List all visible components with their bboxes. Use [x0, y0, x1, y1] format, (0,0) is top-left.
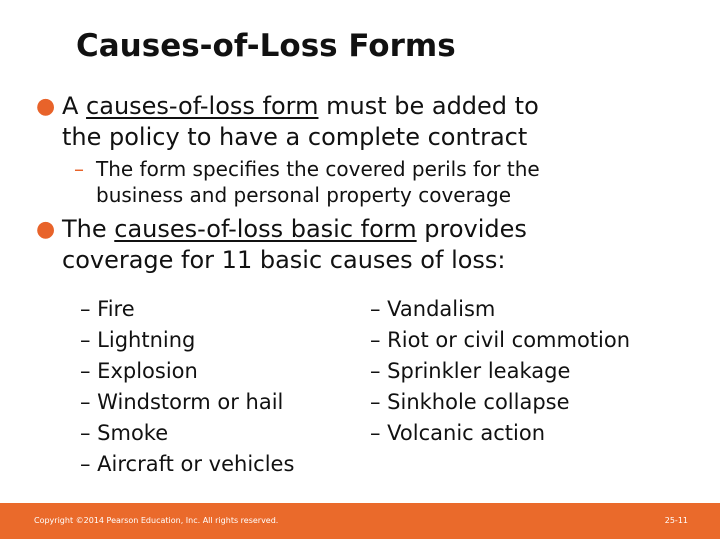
sub-bullet-1-line-1: The form specifies the covered perils for the — [96, 157, 540, 181]
bullet-2-line-1 — [62, 214, 527, 245]
cause-item: – Fire — [80, 297, 135, 321]
bullet-1-line-1 — [62, 91, 539, 122]
bullet-1-line-2: the policy to have a complete contract — [62, 123, 528, 151]
bullet-2-term: causes-of-loss basic form — [114, 215, 417, 243]
cause-item: – Aircraft or vehicles — [80, 452, 295, 476]
bullet-1-term: causes-of-loss form — [86, 92, 319, 120]
bullet-2 — [36, 214, 696, 276]
bullet-2-prefix: The — [62, 215, 115, 243]
sub-bullet-1 — [74, 156, 674, 208]
cause-item: – Sinkhole collapse — [370, 390, 570, 414]
bullet-1-suffix: must be added to — [318, 92, 539, 120]
sub-bullet-dash: – — [74, 157, 84, 181]
cause-item: – Lightning — [80, 328, 196, 352]
cause-item: – Windstorm or hail — [80, 390, 284, 414]
cause-item: – Explosion — [80, 359, 198, 383]
cause-item: – Vandalism — [370, 297, 496, 321]
copyright-text: Copyright ©2014 Pearson Education, Inc. All rights reserved. — [34, 516, 279, 525]
bullet-2-suffix: provides — [416, 215, 527, 243]
bullet-1 — [36, 91, 696, 153]
cause-item: – Riot or civil commotion — [370, 328, 631, 352]
bullet-1-prefix: A — [62, 92, 87, 120]
bullet-2-line-2: coverage for 11 basic causes of loss: — [62, 246, 506, 274]
slide-number: 25-11 — [664, 516, 688, 525]
bullet-dot-icon: ● — [36, 94, 56, 119]
cause-item: – Sprinkler leakage — [370, 359, 571, 383]
cause-item: – Smoke — [80, 421, 169, 445]
sub-bullet-1-line-2: business and personal property coverage — [96, 183, 512, 207]
bullet-dot-icon: ● — [36, 217, 56, 242]
cause-item: – Volcanic action — [370, 421, 546, 445]
slide-title: Causes-of-Loss Forms — [76, 28, 456, 64]
footer-bar — [0, 503, 720, 539]
